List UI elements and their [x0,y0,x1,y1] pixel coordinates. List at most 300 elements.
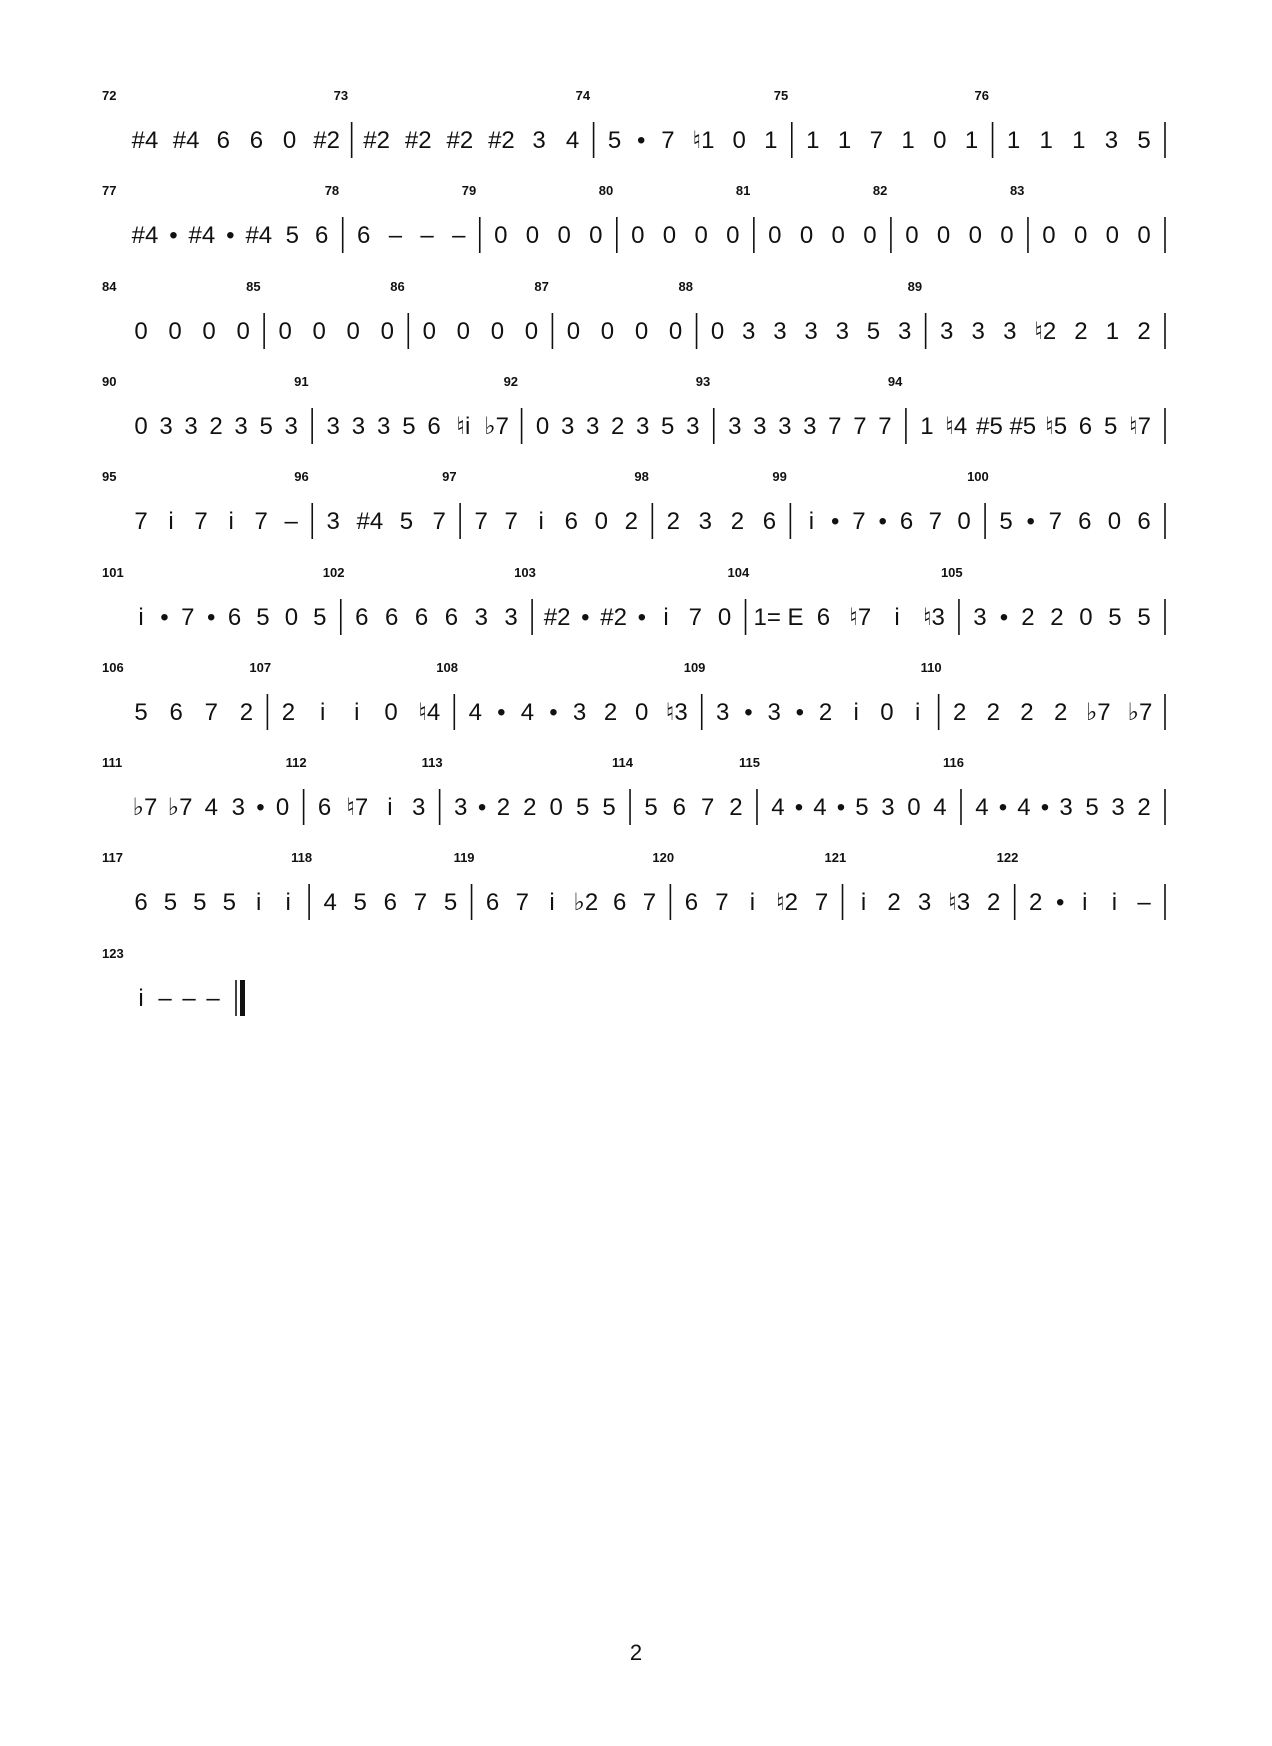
note-token: 3 [474,603,488,631]
note-token: 0 [662,222,677,250]
note-token: 0 [1105,222,1119,250]
dot-mark: • [637,603,647,631]
note-token: 1 [920,412,934,440]
measure-number: 86 [390,278,405,294]
dot-mark: • [998,794,1008,822]
note-token: 7 [194,508,208,536]
dash-mark: – [452,222,466,250]
notes-row [120,970,1165,1030]
note-token: i [549,889,555,917]
note-token: 3 [804,317,818,345]
note-token: 3 [532,127,546,154]
note-token: 6 [383,889,398,917]
note-token: 2 [818,698,833,726]
note-token: 0 [589,222,603,250]
note-token: 4 [520,698,535,726]
notation-line [120,684,1165,744]
note-token: 0 [631,222,645,250]
note-token: 2 [496,794,511,822]
note-token: i [808,508,815,536]
note-token: 6 [672,794,687,822]
notation-line [120,493,1165,553]
measure-number: 105 [940,564,963,580]
note-token: 6 [216,127,230,154]
note-token: 4 [565,127,580,154]
note-token: 7 [688,603,702,631]
note-token: 4 [323,889,337,917]
note-token: 5 [866,317,881,345]
note-token: 6 [227,603,242,631]
note-token: 6 [564,508,578,536]
note-token: 3 [560,412,575,440]
note-token: 3 [778,412,792,440]
measure-number: 79 [461,183,477,199]
measure-number: 90 [102,373,117,389]
note-token: 0 [456,317,471,345]
note-token: ♮4 [418,698,441,726]
measure-number: 95 [102,469,117,485]
measure-number: 118 [291,850,313,866]
note-token: ♮2 [1034,317,1057,345]
note-token: 6 [134,889,148,917]
dash-mark: – [388,222,403,250]
note-token: 0 [422,317,436,345]
note-token: i [387,794,393,822]
note-token: 0 [968,222,982,250]
measure-number: 100 [967,469,989,485]
note-token: 6 [169,698,183,726]
note-token: i [1111,889,1118,917]
measure-number: 109 [683,659,706,675]
note-token: 3 [716,698,730,726]
note-token: 2 [1053,698,1068,726]
note-token: 1 [964,127,979,154]
note-token: 1 [1072,127,1086,154]
notes-row [120,207,1165,267]
note-token: 6 [427,412,441,440]
note-token: 5 [855,794,869,822]
dot-mark: • [206,603,216,631]
note-token: 2 [952,698,967,726]
measure-number: 113 [421,755,443,771]
note-token: ♮3 [948,889,971,917]
measure-number: 82 [872,183,888,199]
measure-number: 85 [246,278,261,294]
note-token: 3 [728,412,742,440]
note-token: 2 [986,698,1000,726]
note-token: 0 [384,698,398,726]
measure-number: 98 [634,469,649,485]
note-token: i [228,508,234,536]
note-token: 1 [837,127,852,154]
dot-mark: • [999,603,1009,631]
dot-mark: • [226,222,235,250]
note-token: 5 [575,794,590,822]
note-token: 0 [1073,222,1088,250]
note-token: 3 [1059,794,1073,822]
notes-row [120,303,1165,363]
note-token: i [285,889,291,917]
measure-number: 123 [102,945,124,961]
note-token: 4 [933,794,947,822]
note-token: ♭7 [484,412,509,440]
note-token: ♭7 [1085,698,1111,726]
score-system [102,945,1165,1052]
note-token: #2 [313,127,341,154]
measure-number: 84 [102,278,117,294]
dash-mark: – [158,984,172,1012]
note-token: i [894,603,900,631]
note-token: 6 [444,603,459,631]
note-token: 4 [813,794,827,822]
dash-mark: – [284,508,298,536]
note-token: 0 [594,508,608,536]
notes-row [120,493,1165,553]
note-token: i [138,603,144,631]
note-token: 0 [936,222,951,250]
note-token: 2 [610,412,625,440]
dot-mark: • [795,698,805,726]
note-token: 0 [278,317,292,345]
note-token: 2 [1137,794,1151,822]
measure-number: 110 [920,659,942,675]
note-token: 0 [284,603,299,631]
note-token: 6 [762,508,777,536]
note-token: 7 [515,889,530,917]
note-token: 5 [353,889,367,917]
measure-number: 97 [442,469,457,485]
note-token: i [1082,889,1088,917]
note-token: 2 [1028,889,1043,917]
dot-mark: • [1056,889,1065,917]
measure-number: 78 [324,183,340,199]
note-token: 2 [1020,698,1034,726]
note-token: 0 [710,317,725,345]
note-token: 0 [282,127,297,154]
note-token: ♮7 [1129,412,1151,440]
note-token: #2 [404,127,432,154]
page-number: 2 [629,1640,643,1665]
dot-mark: • [477,794,487,822]
measure-number: 91 [294,373,309,389]
note-token: 1 [806,127,820,154]
note-token: 0 [1107,508,1122,536]
notation-line [120,398,1165,458]
measure-number: 101 [102,564,124,580]
note-token: 3 [767,698,781,726]
note-token: 7 [254,508,268,536]
note-token: 2 [523,794,537,822]
note-token: 7 [204,698,218,726]
note-token: #4 [131,222,159,250]
dot-mark: • [256,794,265,822]
measure-number: 74 [575,88,591,103]
measure-number: 122 [996,850,1019,866]
note-token: 5 [313,603,327,631]
note-token: 3 [742,317,756,345]
note-token: 5 [607,127,622,154]
note-token: 0 [566,317,581,345]
note-token: #2 [488,127,515,154]
measure-number: 76 [974,88,990,103]
note-token: 0 [312,317,326,345]
note-token: 5 [256,603,270,631]
note-token: i [853,698,859,726]
note-token: 5 [1104,412,1118,440]
note-token: 6 [1137,508,1151,536]
note-token: 7 [878,412,892,440]
note-token: 0 [168,317,182,345]
dash-mark: – [206,984,220,1012]
note-token: 0 [732,127,746,154]
note-token: #2 [446,127,474,154]
note-token: 3 [939,317,954,345]
note-token: 5 [999,508,1013,536]
note-token: 0 [799,222,814,250]
note-token: #2 [543,603,571,631]
dot-mark: • [497,698,506,726]
note-token: 7 [700,794,715,822]
measure-number: 106 [102,659,124,675]
note-token: ♭2 [573,889,599,917]
note-token: i [538,508,544,536]
note-token: 4 [771,794,785,822]
measure-number: 102 [322,564,345,580]
note-token: i [256,889,262,917]
note-token: 5 [163,889,178,917]
note-token: ♭7 [1127,698,1153,726]
note-token: 3 [231,794,246,822]
note-token: 7 [413,889,428,917]
notation-line [120,589,1165,649]
note-token: ♭7 [167,794,193,822]
note-token: 0 [907,794,921,822]
note-token: ♮1 [692,127,715,154]
note-token: 0 [535,412,550,440]
note-token: 0 [905,222,919,250]
note-token: 3 [234,412,248,440]
note-token: 5 [399,508,414,536]
note-token: i [914,698,921,726]
dot-mark: • [169,222,178,250]
note-token: 3 [351,412,366,440]
note-token: 0 [863,222,877,250]
note-token: 5 [661,412,675,440]
note-token: i [663,603,669,631]
dot-mark: • [637,127,646,154]
measure-number: 112 [285,755,307,771]
note-token: 3 [917,889,932,917]
note-token: 7 [134,508,148,536]
note-token: 7 [828,412,842,440]
note-token: 3 [897,317,912,345]
note-token: 7 [1048,508,1062,536]
note-token: 3 [411,794,426,822]
measure-number: 94 [887,373,903,389]
note-token: 2 [281,698,296,726]
note-token: 6 [315,222,329,250]
note-token: 3 [881,794,895,822]
note-token: 3 [803,412,817,440]
note-token: 6 [317,794,332,822]
notation-line [120,970,1165,1030]
note-token: ♮5 [1045,412,1068,440]
note-token: 5 [259,412,273,440]
notes-row [120,779,1165,839]
measure-number: 115 [738,755,760,771]
note-token: 1 [1105,317,1120,345]
note-token: i [168,508,174,536]
note-token: 3 [698,508,713,536]
measure-number: 114 [612,755,634,771]
note-token: 4 [1017,794,1031,822]
note-token: 7 [928,508,942,536]
note-token: 0 [768,222,782,250]
note-token: 3 [1003,317,1017,345]
measure-number: 81 [735,183,751,199]
note-token: 2 [624,508,639,536]
note-token: 1 [901,127,915,154]
note-token: 3 [971,317,985,345]
note-token: 5 [1108,603,1122,631]
note-token: i [749,889,756,917]
note-token: 0 [202,317,216,345]
measure-number: 92 [503,373,519,389]
measure-number: 111 [102,755,123,771]
final-barline-thick [240,980,245,1016]
note-token: 0 [346,317,360,345]
note-token: 1 [764,127,778,154]
dot-mark: • [581,603,590,631]
note-token: ♮7 [849,603,872,631]
note-token: 3 [326,508,340,536]
note-token: 7 [474,508,488,536]
measure-number: 99 [772,469,787,485]
note-token: 3 [973,603,987,631]
note-token: 6 [612,889,627,917]
note-token: 7 [504,508,518,536]
note-token: 7 [181,603,195,631]
dash-mark: – [420,222,434,250]
note-token: 6 [1078,412,1093,440]
note-token: 3 [572,698,587,726]
measure-number: 120 [652,850,675,866]
note-token: 0 [236,317,250,345]
measure-number: 88 [678,278,694,294]
note-token: 3 [504,603,518,631]
note-token: 3 [159,412,173,440]
note-token: 6 [384,603,399,631]
note-token: 3 [753,412,767,440]
note-token: 5 [1137,127,1151,154]
note-token: 3 [453,794,468,822]
notes-row [120,589,1165,649]
note-token: 1 [1039,127,1053,154]
note-token: 0 [275,794,290,822]
notation-line [120,112,1165,172]
measure-number: 75 [773,88,789,103]
notation-line [120,207,1165,267]
note-token: 7 [661,127,675,154]
note-token: 0 [694,222,708,250]
note-token: #4 [356,508,384,536]
note-token: 1 [1006,127,1021,154]
note-token: 5 [134,698,148,726]
note-token: 0 [494,222,508,250]
measure-number: 96 [294,469,309,485]
note-token: 3 [686,412,700,440]
note-token: 0 [668,317,683,345]
note-token: 7 [642,889,657,917]
dash-mark: – [1137,889,1151,917]
note-token: 5 [1137,603,1151,631]
note-token: #5 [976,412,1003,440]
note-token: 0 [490,317,505,345]
note-token: 3 [326,412,340,440]
note-token: i [860,889,867,917]
notes-row [120,684,1165,744]
note-token: 6 [816,603,831,631]
dot-mark: • [794,794,804,822]
note-token: 3 [773,317,787,345]
measure-number: 117 [102,850,123,866]
note-token: #5 [1009,412,1037,440]
dot-mark: • [549,698,558,726]
note-token: 5 [443,889,458,917]
note-token: 0 [600,317,615,345]
note-token: ♮3 [665,698,688,726]
measure-number: 72 [102,88,117,103]
note-token: 0 [557,222,571,250]
notes-row [120,112,1165,172]
note-token: #4 [245,222,273,250]
note-token: 0 [1137,222,1151,250]
note-token: 3 [376,412,391,440]
measure-number: 119 [453,850,475,866]
note-token: i [138,984,144,1012]
notation-line [120,303,1165,363]
note-token: 0 [717,603,732,631]
note-token: 0 [933,127,947,154]
note-token: 3 [1104,127,1119,154]
note-token: 0 [1079,603,1093,631]
dot-mark: • [1026,508,1035,536]
note-token: ♮3 [922,603,945,631]
note-token: 7 [814,889,829,917]
note-token: 6 [899,508,914,536]
note-token: #4 [188,222,216,250]
note-token: #2 [363,127,391,154]
dash-mark: – [182,984,196,1012]
measure-number: 93 [695,373,711,389]
note-token: ♮i [456,412,471,440]
note-token: 3 [585,412,600,440]
measure-number: 104 [727,564,750,580]
note-token: 0 [957,508,971,536]
note-token: 2 [730,508,745,536]
note-token: 7 [869,127,883,154]
note-token: #4 [172,127,200,154]
note-token: ♭7 [132,794,158,822]
note-token: 6 [414,603,429,631]
note-token: 0 [726,222,740,250]
note-token: 6 [355,603,369,631]
note-token: 7 [715,889,729,917]
note-token: 4 [975,794,989,822]
measure-number: 121 [824,850,847,866]
note-token: 5 [644,794,658,822]
measure-number: 73 [333,88,349,103]
